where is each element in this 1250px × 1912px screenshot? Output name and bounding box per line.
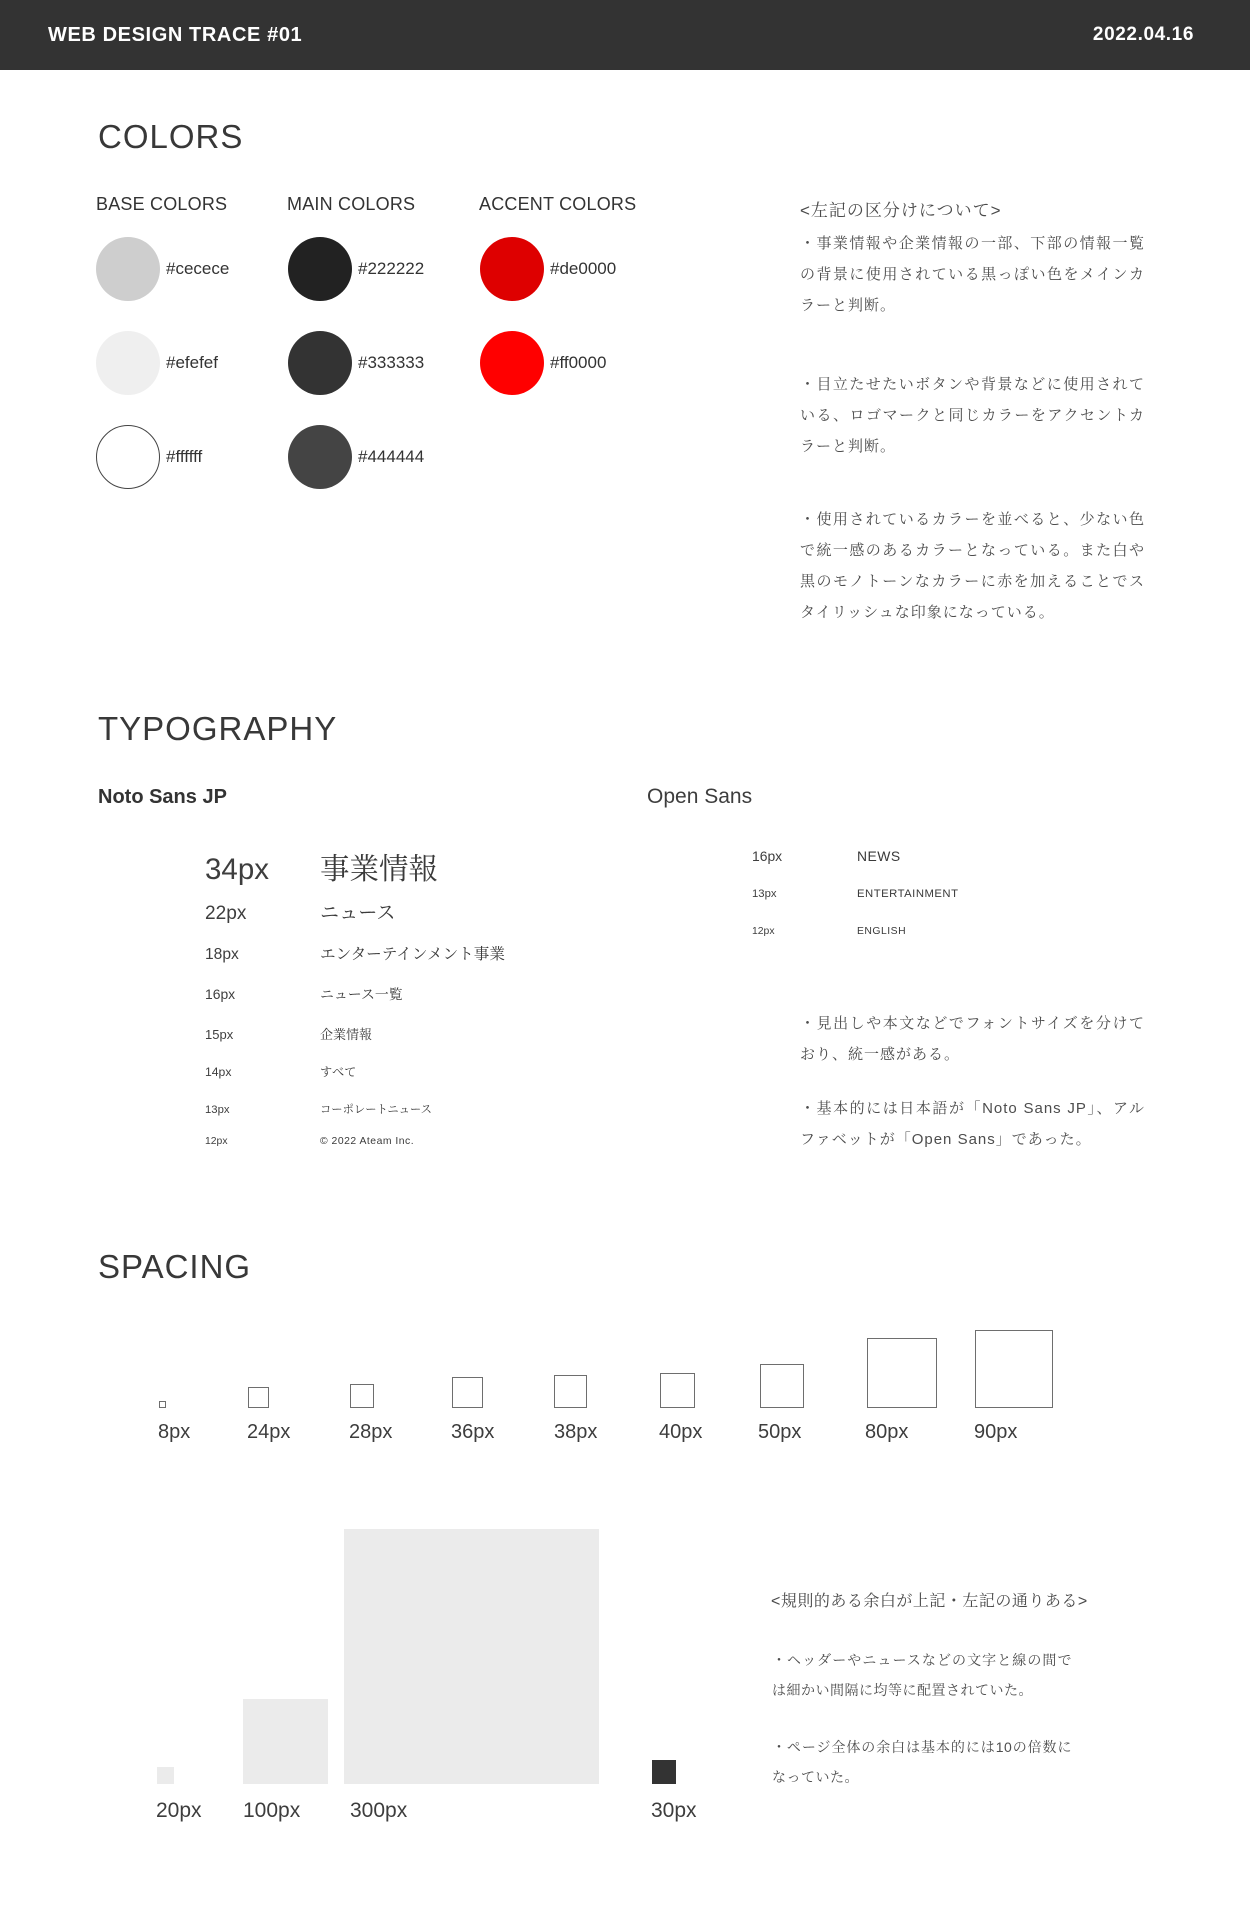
type-row [205, 1136, 414, 1147]
font-sample: NEWS [857, 848, 901, 864]
color-hex-label: #333333 [358, 353, 425, 372]
type-row [205, 846, 438, 888]
spacing-box-label: 90px [974, 1421, 1018, 1443]
font-size-label: 13px [205, 1104, 230, 1116]
spacing-box-label: 20px [156, 1799, 202, 1822]
colors-section-title: COLORS [98, 118, 244, 155]
swatch-row [288, 331, 424, 395]
spacing-box-36px [452, 1377, 483, 1408]
swatch-row [480, 331, 606, 395]
font-sample: 事業情報 [320, 853, 439, 886]
spacing-box-label: 80px [865, 1421, 909, 1443]
color-swatch [288, 331, 352, 395]
color-swatch [96, 425, 160, 489]
swatch-row [96, 331, 218, 395]
font-sample: ニュース [320, 903, 396, 924]
color-swatch [480, 237, 544, 301]
open-sans-label: Open Sans [647, 785, 753, 808]
color-hex-label: #ffffff [166, 447, 203, 466]
type-row [205, 898, 395, 925]
type-row [205, 1024, 372, 1043]
color-hex-label: #ff0000 [550, 353, 607, 372]
font-sample: ニュース一覧 [320, 986, 403, 1002]
typography-note: ・基本的には日本語が「Noto Sans JP」、アルファベットが「Open Sans」であった。 [800, 1100, 1145, 1148]
font-size-label: 22px [205, 903, 247, 924]
font-sample: ENTERTAINMENT [857, 888, 959, 900]
font-size-label: 18px [205, 946, 239, 963]
font-sample: © 2022 Ateam Inc. [320, 1136, 415, 1147]
spacing-box-40px [660, 1373, 695, 1408]
spacing-gray-box-300px [344, 1529, 599, 1784]
spacing-note: ・ページ全体の余白は基本的には10の倍数になっていた。 [772, 1739, 1072, 1785]
colors-notes-heading: <左記の区分けについて> [800, 201, 1002, 220]
type-row [205, 1063, 356, 1080]
font-sample: コーポレートニュース [320, 1104, 432, 1116]
spacing-box-label: 8px [158, 1421, 191, 1443]
type-row [205, 1101, 432, 1117]
font-size-label: 16px [205, 986, 236, 1002]
colors-note: ・事業情報や企業情報の一部、下部の情報一覧の背景に使用されている黒っぽい色をメインカラーと判断。 [800, 235, 1145, 314]
type-row [752, 848, 901, 864]
font-sample: すべて [320, 1065, 357, 1079]
colors-note: ・目立たせたいボタンや背景などに使用されている、ロゴマークと同じカラーをアクセントカラーと判断。 [800, 376, 1145, 455]
swatch-row [96, 425, 202, 489]
font-size-label: 34px [205, 853, 269, 886]
type-row [752, 926, 906, 937]
color-swatch [96, 237, 160, 301]
font-sample: ENGLISH [857, 926, 907, 937]
spacing-box-label: 28px [349, 1421, 393, 1443]
type-row [205, 942, 505, 964]
spacing-box-label: 38px [554, 1421, 598, 1443]
spacing-box-80px [867, 1338, 937, 1408]
spacing-box-label: 300px [350, 1799, 408, 1822]
spacing-box-label: 50px [758, 1421, 802, 1443]
color-hex-label: #de0000 [550, 259, 617, 278]
color-hex-label: #efefef [166, 353, 218, 372]
base-colors-heading: BASE COLORS [96, 194, 228, 214]
color-swatch [288, 237, 352, 301]
spacing-note: ・ヘッダーやニュースなどの文字と線の間では細かい間隔に均等に配置されていた。 [772, 1652, 1072, 1698]
color-hex-label: #444444 [358, 447, 425, 466]
typography-note: ・見出しや本文などでフォントサイズを分けており、統一感がある。 [800, 1015, 1145, 1063]
main-colors-heading: MAIN COLORS [287, 194, 416, 214]
swatch-row [480, 237, 616, 301]
type-row [752, 888, 958, 900]
spacing-box-90px [975, 1330, 1053, 1408]
page-title: WEB DESIGN TRACE #01 [48, 23, 303, 46]
spacing-box-28px [350, 1384, 374, 1408]
swatch-row [288, 237, 424, 301]
font-size-label: 12px [205, 1136, 228, 1147]
spacing-box-50px [760, 1364, 804, 1408]
color-swatch [288, 425, 352, 489]
spacing-box-24px [248, 1387, 269, 1408]
color-hex-label: #222222 [358, 259, 425, 278]
font-size-label: 12px [752, 926, 775, 937]
font-size-label: 15px [205, 1027, 234, 1042]
spacing-gray-box-20px [157, 1767, 174, 1784]
type-row [205, 983, 403, 1003]
font-size-label: 16px [752, 848, 783, 864]
font-sample: エンターテインメント事業 [320, 946, 505, 963]
spacing-box-8px [159, 1401, 166, 1408]
spacing-box-38px [554, 1375, 587, 1408]
color-swatch [96, 331, 160, 395]
spacing-box-label: 30px [651, 1799, 697, 1822]
header-bar [0, 0, 1250, 70]
spacing-gray-box-100px [243, 1699, 328, 1784]
font-size-label: 13px [752, 888, 777, 900]
spacing-section-title: SPACING [98, 1248, 252, 1285]
swatch-row [288, 425, 424, 489]
accent-colors-heading: ACCENT COLORS [479, 194, 637, 214]
spacing-box-label: 24px [247, 1421, 291, 1443]
font-sample: 企業情報 [320, 1027, 373, 1042]
spacing-box-label: 100px [243, 1799, 301, 1822]
header-date: 2022.04.16 [1092, 24, 1194, 45]
colors-note: ・使用されているカラーを並べると、少ない色で統一感のあるカラーとなっている。また白や黒のモノトーンなカラーに赤を加えることでスタイリッシュな印象になっている。 [800, 511, 1145, 621]
spacing-dark-box-30px [652, 1760, 676, 1784]
typography-section-title: TYPOGRAPHY [98, 710, 338, 747]
spacing-box-label: 36px [451, 1421, 495, 1443]
color-hex-label: #cecece [166, 259, 230, 278]
spacing-notes-heading: <規則的ある余白が上記・左記の通りある> [771, 1593, 1088, 1610]
color-swatch [480, 331, 544, 395]
spacing-box-label: 40px [659, 1421, 703, 1443]
font-size-label: 14px [205, 1065, 232, 1079]
swatch-row [96, 237, 229, 301]
noto-sans-jp-label: Noto Sans JP [98, 786, 227, 808]
